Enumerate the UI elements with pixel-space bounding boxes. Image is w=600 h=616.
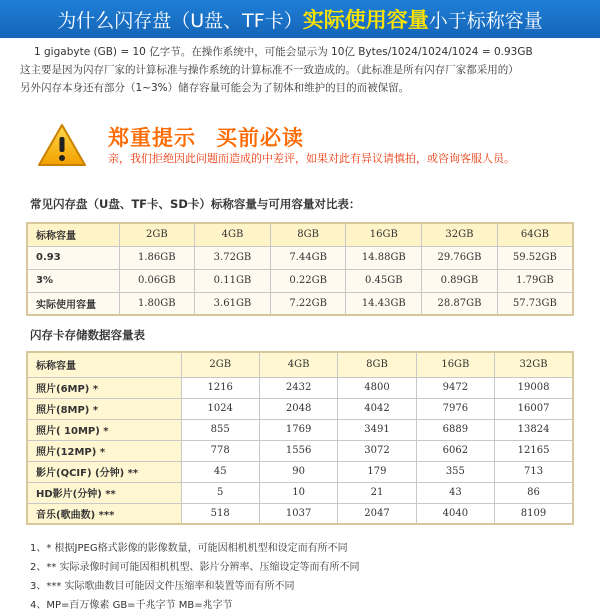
table-row [27,482,573,503]
table-cell: 8109 [495,503,573,524]
table1-title: 常见闪存盘（U盘、TF卡、SD卡）标称容量与可用容量对比表： [30,197,361,211]
table-row [27,269,573,292]
table-cell: 0.22GB [270,269,346,292]
table-cell: 2047 [338,503,416,524]
table-cell: 59.52GB [497,246,573,269]
table-cell: 14.43GB [346,292,422,315]
footnote-3: 3、*** 实际歌曲数目可能因文件压缩率和装置等而有所不同 [30,581,295,592]
table-cell: 2048 [259,398,337,419]
table-cell: 1037 [259,503,337,524]
row-label: 3% [27,269,119,292]
capacity-comparison-table [26,222,574,316]
table-cell: 4040 [416,503,494,524]
table-cell: 86 [495,482,573,503]
table-cell: 16007 [495,398,573,419]
table-cell: 6062 [416,440,494,461]
row-label: HD影片(分钟) ** [27,482,181,503]
row-label: 照片(12MP) * [27,440,181,461]
intro-line-1: 1 gigabyte (GB) = 10 亿字节。在操作系统中，可能会显示为 10亿 Bytes/1024/1024/1024 = 0.93GB [34,46,533,58]
intro-line-3: 另外闪存本身还有部分（1~3%）储存容量可能会为了韧体和维护的目的而被保留。 [20,82,410,94]
warning-triangle-icon [36,122,88,168]
table-cell: 4042 [338,398,416,419]
table-row [27,461,573,482]
column-header: 2GB [119,223,195,246]
header-text-1: 为什么闪存盘（U盘、TF卡） [57,9,303,32]
table-cell: 90 [259,461,337,482]
table-cell: 179 [338,461,416,482]
table-cell: 713 [495,461,573,482]
table-cell: 7.44GB [270,246,346,269]
notice-title-b: 买前必读 [216,126,304,150]
table-cell: 0.89GB [422,269,498,292]
row-label: 标称容量 [27,352,181,377]
table-row [27,398,573,419]
column-header: 32GB [495,352,573,377]
column-header: 2GB [181,352,259,377]
table-cell: 3.72GB [195,246,271,269]
table-cell: 19008 [495,377,573,398]
table-cell: 1216 [181,377,259,398]
table-cell: 2432 [259,377,337,398]
table-cell: 7.22GB [270,292,346,315]
table-cell: 855 [181,419,259,440]
table-cell: 0.45GB [346,269,422,292]
table-cell: 10 [259,482,337,503]
table-row [27,503,573,524]
table-cell: 43 [416,482,494,503]
notice-message: 亲，我们拒绝因此问题而造成的中差评，如果对此有异议请慎拍，或咨询客服人员。 [108,152,515,165]
table-header-row [27,223,573,246]
table-cell: 355 [416,461,494,482]
table-cell: 0.11GB [195,269,271,292]
footnote-1: 1、* 根据JPEG格式影像的影像数量，可能因相机机型和设定而有所不同 [30,543,348,554]
table-row [27,440,573,461]
column-header: 16GB [346,223,422,246]
row-label: 照片(6MP) * [27,377,181,398]
table-cell: 13824 [495,419,573,440]
table-cell: 21 [338,482,416,503]
row-label: 音乐(歌曲数) *** [27,503,181,524]
row-label: 实际使用容量 [27,292,119,315]
table-cell: 518 [181,503,259,524]
table-cell: 1.79GB [497,269,573,292]
table-cell: 1.86GB [119,246,195,269]
table-cell: 9472 [416,377,494,398]
intro-text [20,43,590,97]
column-header: 4GB [195,223,271,246]
row-label: 照片(8MP) * [27,398,181,419]
table-row [27,246,573,269]
table-cell: 45 [181,461,259,482]
row-label: 0.93 [27,246,119,269]
table-header-row [27,352,573,377]
table-cell: 29.76GB [422,246,498,269]
column-header: 16GB [416,352,494,377]
table-cell: 3072 [338,440,416,461]
table-row [27,292,573,315]
notice-title-a: 郑重提示 [108,126,196,150]
footnotes [30,539,360,615]
table-row [27,419,573,440]
table-cell: 1.80GB [119,292,195,315]
footnote-4: 4、MP=百万像素 GB=千兆字节 MB=兆字节 [30,600,233,611]
notice-box [36,122,576,172]
header-text-2: 小于标称容量 [428,9,543,32]
table-cell: 3.61GB [195,292,271,315]
row-label: 照片( 10MP) * [27,419,181,440]
table-cell: 1556 [259,440,337,461]
table-cell: 14.88GB [346,246,422,269]
table-cell: 0.06GB [119,269,195,292]
table2-title: 闪存卡存储数据容量表 [30,328,145,342]
row-label: 标称容量 [27,223,119,246]
column-header: 64GB [497,223,573,246]
header-highlight: 实际使用容量 [302,8,429,32]
table-row [27,377,573,398]
column-header: 4GB [259,352,337,377]
column-header: 8GB [338,352,416,377]
intro-line-2: 这主要是因为闪存厂家的计算标准与操作系统的计算标准不一致造成的。（此标准是所有闪存厂家都采用的） [20,64,519,76]
table-cell: 3491 [338,419,416,440]
storage-capacity-table [26,351,574,525]
table-cell: 57.73GB [497,292,573,315]
row-label: 影片(QCIF) (分钟) ** [27,461,181,482]
table-cell: 778 [181,440,259,461]
table-cell: 7976 [416,398,494,419]
page-header [0,0,600,38]
table-cell: 6889 [416,419,494,440]
footnote-2: 2、** 实际录像时间可能因相机机型、影片分辨率、压缩设定等而有所不同 [30,562,360,573]
column-header: 8GB [270,223,346,246]
table-cell: 4800 [338,377,416,398]
table-cell: 1769 [259,419,337,440]
table-cell: 1024 [181,398,259,419]
table-cell: 5 [181,482,259,503]
table-cell: 12165 [495,440,573,461]
table-cell: 28.87GB [422,292,498,315]
notice-title [108,122,304,152]
column-header: 32GB [422,223,498,246]
